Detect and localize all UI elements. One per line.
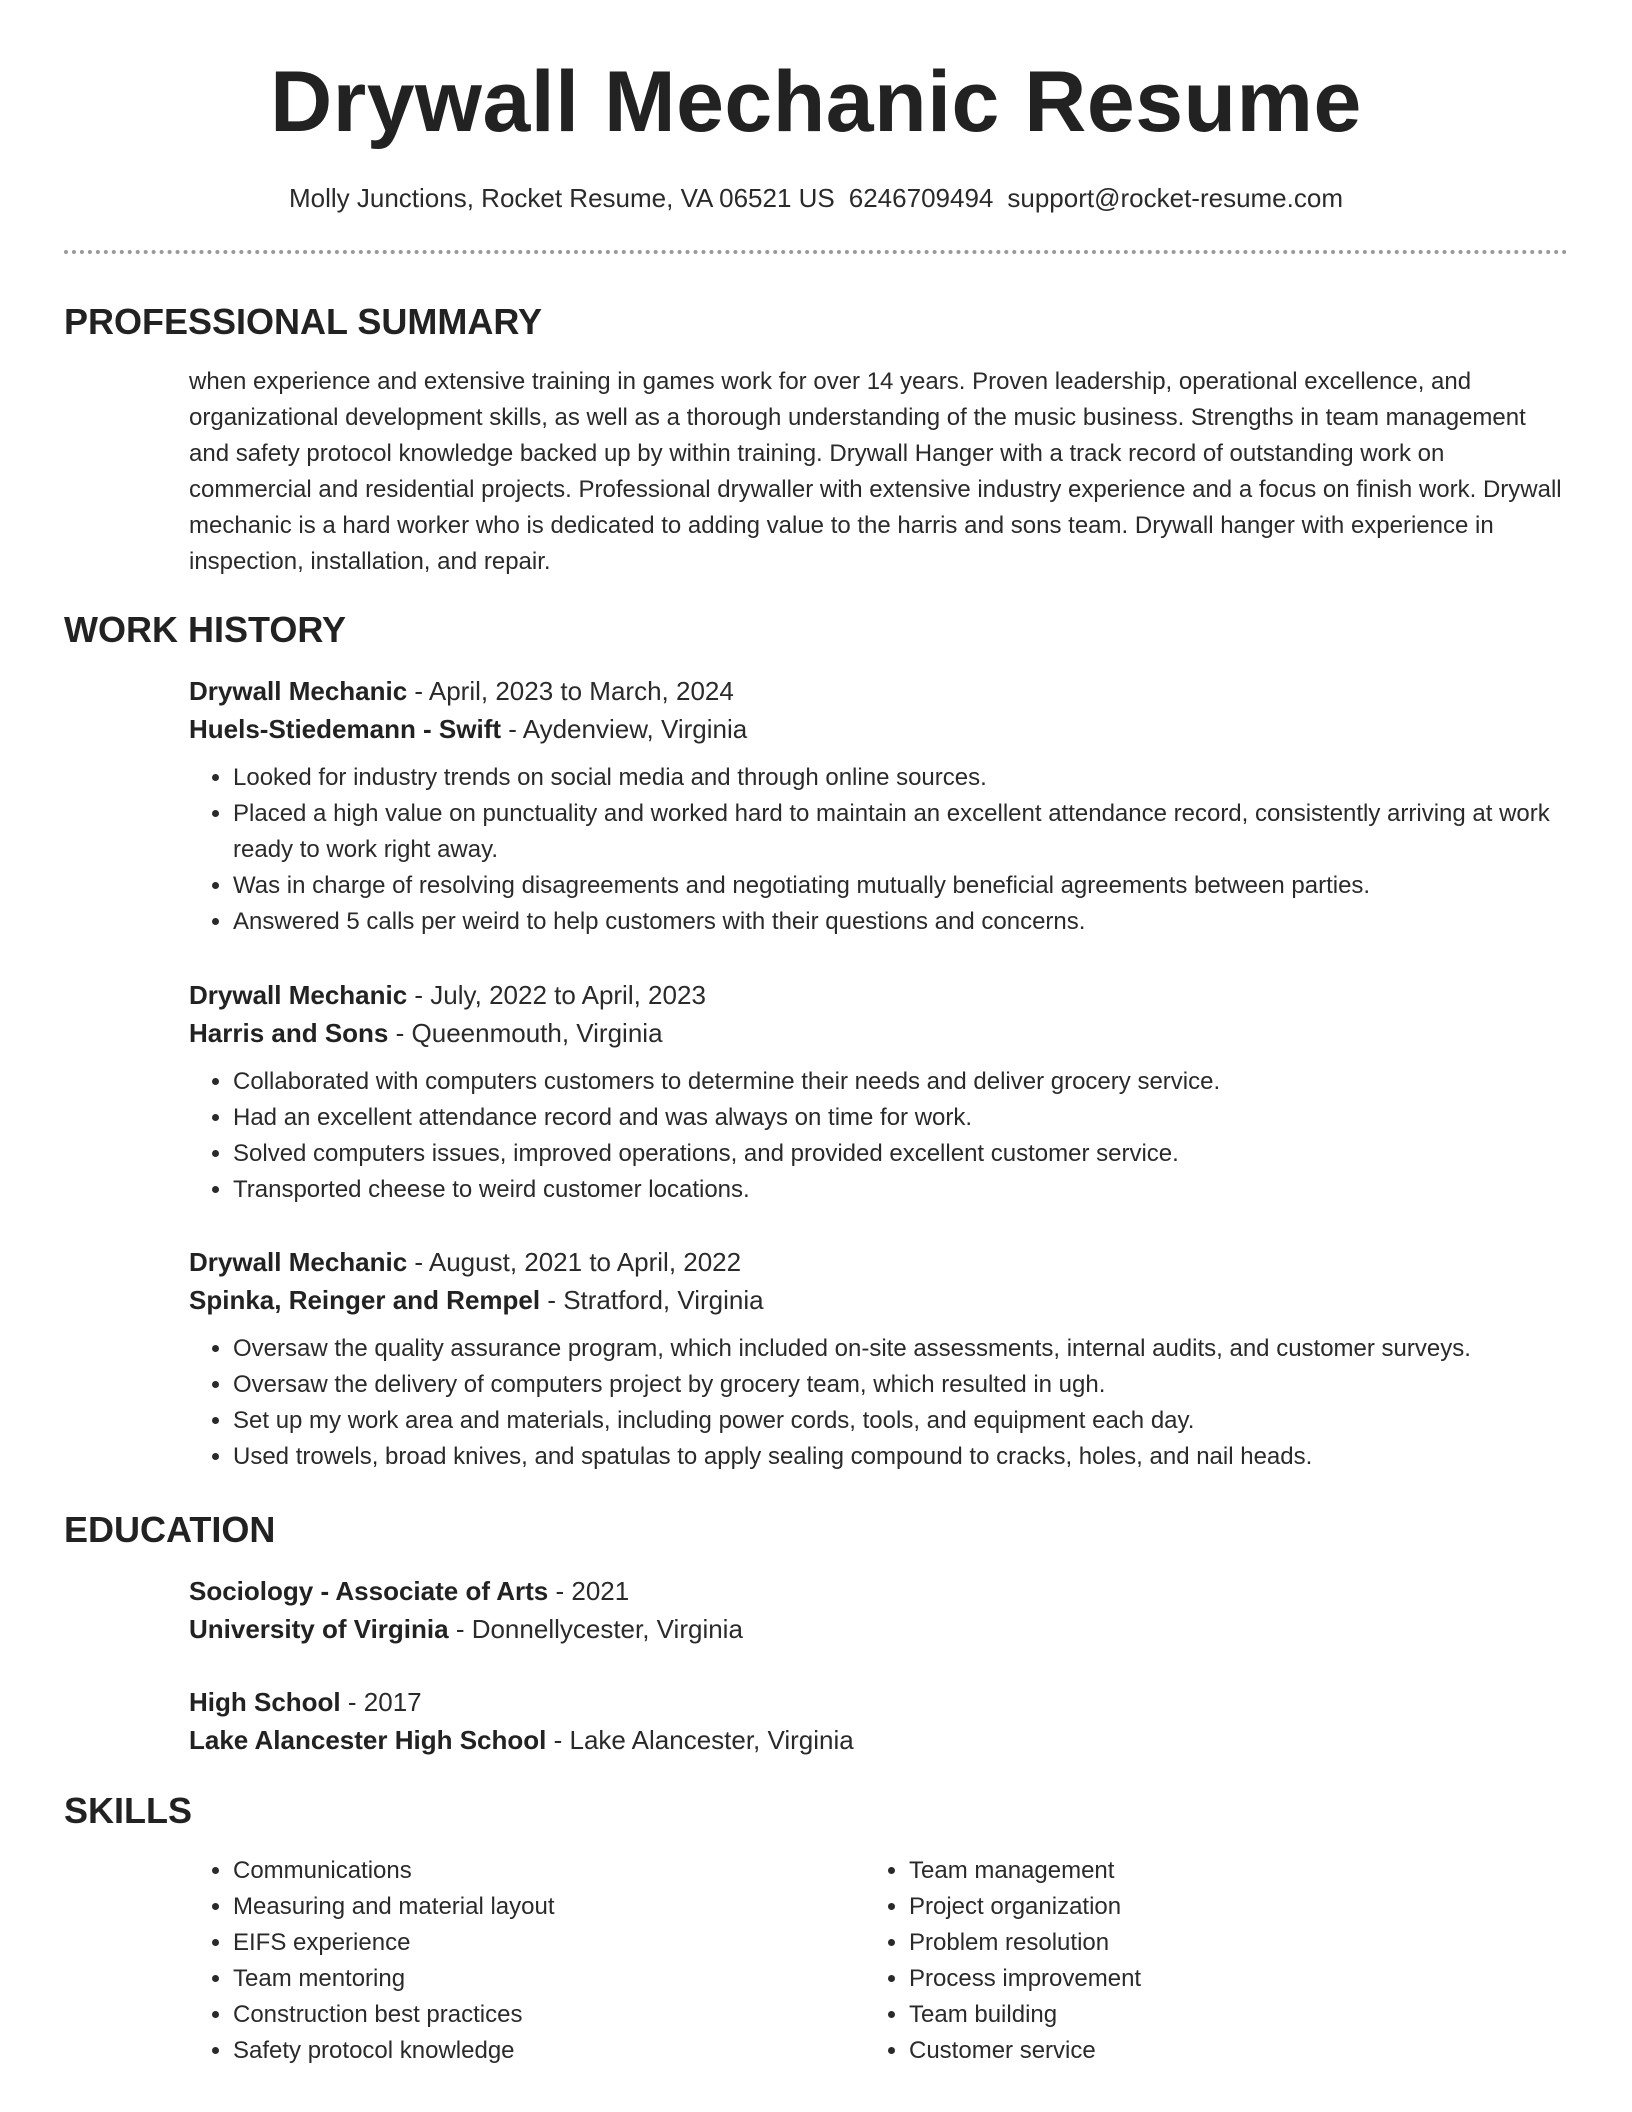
resume-title: Drywall Mechanic Resume	[270, 54, 1362, 150]
job-location: - Stratford, Virginia	[540, 1285, 764, 1315]
skill-item: • Communications	[233, 1853, 789, 1889]
education-location: - Donnellycester, Virginia	[448, 1614, 743, 1644]
job-company-line	[189, 1281, 1569, 1319]
contact-email: support@rocket-resume.com	[1007, 183, 1343, 213]
job-location: - Queenmouth, Virginia	[388, 1018, 663, 1048]
job-entry-1	[189, 672, 1569, 940]
job-title: Drywall Mechanic	[189, 1247, 408, 1277]
skill-item: • Team mentoring	[233, 1961, 789, 1997]
job-entry-3	[189, 1243, 1569, 1475]
education-degree-line	[189, 1572, 1569, 1610]
skill-item: • Team management	[909, 1853, 1465, 1889]
summary-heading: PROFESSIONAL SUMMARY	[64, 301, 543, 342]
skill-item: • Team building	[909, 1997, 1465, 2033]
list-item: • Solved computers issues, improved operations, and provided excellent customer service.	[233, 1136, 1569, 1172]
job-bullets	[189, 1064, 1569, 1208]
education-entry-1	[189, 1572, 1569, 1648]
list-item: • Had an excellent attendance record and was always on time for work.	[233, 1100, 1569, 1136]
education-school-line	[189, 1610, 1569, 1648]
list-item: • Looked for industry trends on social media and through online sources.	[233, 760, 1569, 796]
list-item: • Placed a high value on punctuality and worked hard to maintain an excellent attendance record, consistently arriving at work ready to work right away.	[233, 796, 1569, 868]
list-item: • Collaborated with computers customers to determine their needs and deliver grocery service.	[233, 1064, 1569, 1100]
contact-line	[0, 181, 1632, 215]
list-item: • Set up my work area and materials, including power cords, tools, and equipment each day.	[233, 1403, 1569, 1439]
skills-column-right	[865, 1853, 1465, 2069]
contact-phone: 6246709494	[848, 183, 994, 213]
skills-heading: SKILLS	[64, 1790, 193, 1831]
job-dates: - July, 2022 to April, 2023	[407, 980, 706, 1010]
skill-item: • EIFS experience	[233, 1925, 789, 1961]
education-degree: High School	[189, 1687, 341, 1717]
list-item: • Transported cheese to weird customer locations.	[233, 1172, 1569, 1208]
summary-text: when experience and extensive training in games work for over 14 years. Proven leadership, operational excellence, and organizational development skills, as well as a thorough understanding of the music business. Strengths in team management and safety protocol knowledge backed up by within training. Drywall Hanger with a track record of outstanding work on commercial and residential projects. Professional drywaller with extensive industry experience and a focus on finish work. Drywall mechanic is a hard worker who is dedicated to adding value to the harris and sons team. Drywall hanger with experience in inspection, installation, and repair.	[189, 368, 1562, 575]
education-school: Lake Alancester High School	[189, 1725, 547, 1755]
skill-item: • Customer service	[909, 2033, 1465, 2069]
skills-list-right	[865, 1853, 1465, 2069]
skill-item: • Construction best practices	[233, 1997, 789, 2033]
job-location: - Aydenview, Virginia	[501, 714, 748, 744]
summary-block	[189, 364, 1569, 580]
skills-list-left	[189, 1853, 789, 2069]
job-dates: - April, 2023 to March, 2024	[407, 676, 734, 706]
skill-item: • Project organization	[909, 1889, 1465, 1925]
work-history-heading: WORK HISTORY	[64, 609, 347, 650]
education-school: University of Virginia	[189, 1614, 449, 1644]
job-bullets	[189, 760, 1569, 940]
header-divider	[64, 250, 1568, 254]
list-item: • Oversaw the quality assurance program, which included on-site assessments, internal audits, and customer surveys.	[233, 1331, 1569, 1367]
education-school-line	[189, 1721, 1569, 1759]
job-entry-2	[189, 976, 1569, 1208]
contact-address: Molly Junctions, Rocket Resume, VA 06521 US	[288, 183, 835, 213]
education-heading: EDUCATION	[64, 1509, 276, 1550]
skills-column-left	[189, 1853, 789, 2069]
job-company: Harris and Sons	[189, 1018, 389, 1048]
job-title: Drywall Mechanic	[189, 676, 408, 706]
education-degree: Sociology - Associate of Arts	[189, 1576, 549, 1606]
skill-item: • Problem resolution	[909, 1925, 1465, 1961]
job-title: Drywall Mechanic	[189, 980, 408, 1010]
job-company: Huels-Stiedemann - Swift	[189, 714, 502, 744]
job-dates: - August, 2021 to April, 2022	[407, 1247, 742, 1277]
list-item: • Was in charge of resolving disagreements and negotiating mutually beneficial agreements between parties.	[233, 868, 1569, 904]
education-entry-2	[189, 1683, 1569, 1759]
job-title-line	[189, 976, 1569, 1014]
list-item: • Used trowels, broad knives, and spatulas to apply sealing compound to cracks, holes, and nail heads.	[233, 1439, 1569, 1475]
list-item: • Oversaw the delivery of computers project by grocery team, which resulted in ugh.	[233, 1367, 1569, 1403]
job-bullets	[189, 1331, 1569, 1475]
skill-item: • Safety protocol knowledge	[233, 2033, 789, 2069]
job-title-line	[189, 1243, 1569, 1281]
job-company-line	[189, 1014, 1569, 1052]
education-location: - Lake Alancester, Virginia	[546, 1725, 854, 1755]
education-year: - 2021	[548, 1576, 630, 1606]
list-item: • Answered 5 calls per weird to help customers with their questions and concerns.	[233, 904, 1569, 940]
job-title-line	[189, 672, 1569, 710]
skill-item: • Process improvement	[909, 1961, 1465, 1997]
job-company: Spinka, Reinger and Rempel	[189, 1285, 541, 1315]
skill-item: • Measuring and material layout	[233, 1889, 789, 1925]
education-year: - 2017	[340, 1687, 422, 1717]
job-company-line	[189, 710, 1569, 748]
education-degree-line	[189, 1683, 1569, 1721]
